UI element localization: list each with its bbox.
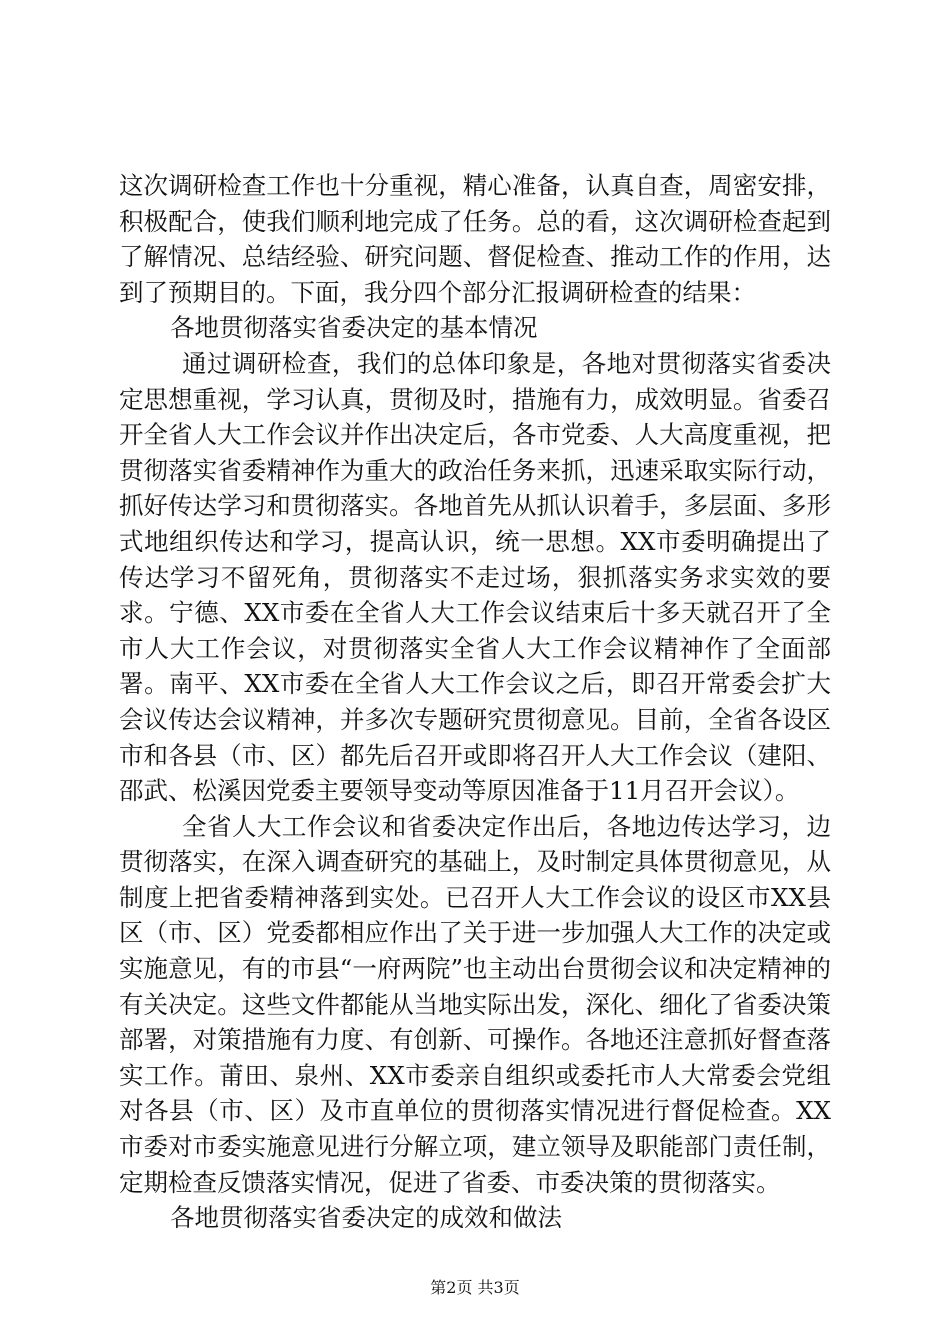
document-body [119, 168, 831, 1236]
paragraph-intro: 这次调研检查工作也十分重视，精心准备，认真自查，周密安排，积极配合，使我们顺利地完成了任务。总的看，这次调研检查起到了解情况、总结经验、研究问题、督促检查、推动工作的作用，达到了预期目的。下面，我分四个部分汇报调研检查的结果： [119, 171, 831, 307]
paragraph-body: 通过调研检查，我们的总体印象是，各地对贯彻落实省委决定思想重视，学习认真，贯彻及时，措施有力，成效明显。省委召开全省人大工作会议并作出决定后，各市党委、人大高度重视，把贯彻落实省委精神作为重大的政治任务来抓，迅速采取实际行动，抓好传达学习和贯彻落实。各地首先从抓认识着手，多层面、多形式地组织传达和学习，提高认识，统一思想。XX市委明确提出了传达学习不留死角，贯彻落实不走过场，狠抓落实务求实效的要求。宁德、XX市委在全省人大工作会议结束后十多天就召开了全市人大工作会议，对贯彻落实全省人大工作会议精神作了全面部署。南平、XX市委在全省人大工作会议之后，即召开常委会扩大会议传达会议精神，并多次专题研究贯彻意见。目前，全省各设区市和各县（市、区）都先后召开或即将召开人大工作会议（建阳、邵武、松溪因党委主要领导变动等原因准备于11月召开会议）。 [119, 348, 831, 806]
page-number: 第2页 共3页 [430, 1278, 520, 1297]
paragraph-body: 全省人大工作会议和省委决定作出后，各地边传达学习，边贯彻落实，在深入调查研究的基础上，及时制定具体贯彻意见，从制度上把省委精神落到实处。已召开人大工作会议的设区市XX县区（市、区）党委都相应作出了关于进一步加强人大工作的决定或实施意见，有的市县“一府两院”也主动出台贯彻会议和决定精神的有关决定。这些文件都能从当地实际出发，深化、细化了省委决策部署，对策措施有力度、有创新、可操作。各地还注意抓好督查落实工作。莆田、泉州、XX市委亲自组织或委托市人大常委会党组对各县（市、区）及市直单位的贯彻落实情况进行督促检查。XX市委对市委实施意见进行分解立项，建立领导及职能部门责任制，定期检查反馈落实情况，促进了省委、市委决策的贯彻落实。 [119, 811, 831, 1197]
section-heading: 各地贯彻落实省委决定的成效和做法 [170, 1203, 562, 1233]
section-heading: 各地贯彻落实省委决定的基本情况 [170, 313, 538, 343]
